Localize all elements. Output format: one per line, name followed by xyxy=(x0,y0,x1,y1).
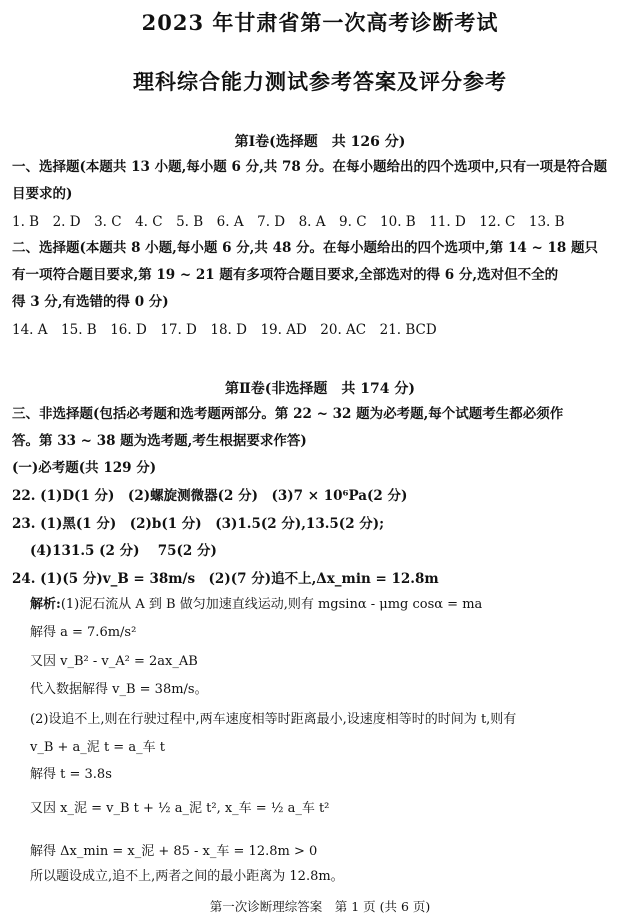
section1-instructions-line1: 一、选择题(本题共 13 小题,每小题 6 分,共 78 分。在每小题给出的四个选项中,只有一项是符合题 xyxy=(12,159,608,175)
answer-q22: 22. (1)D(1 分) (2)螺旋测微器(2 分) (3)7 × 10⁶Pa(2 分) xyxy=(12,488,408,504)
section2-instructions-line1: 二、选择题(本题共 8 小题,每小题 6 分,共 48 分。在每小题给出的四个选项中,第 14 ~ 18 题只 xyxy=(12,240,598,256)
section1-answers: 1. B 2. D 3. C 4. C 5. B 6. A 7. D 8. A 9. C 10. B 11. D 12. C 13. B xyxy=(12,214,565,230)
solution-label: 解析: xyxy=(30,597,61,612)
part1-heading: 第Ⅰ卷(选择题 共 126 分) xyxy=(234,134,406,150)
solution-step5: (2)设追不上,则在行驶过程中,两车速度相等时距离最小,设速度相等时的时间为 t,则有 xyxy=(30,712,517,727)
solution-step7: 解得 t = 3.8s xyxy=(30,767,112,782)
section1-instructions-line2: 目要求的) xyxy=(12,186,73,202)
section3-instructions-line2: 答。第 33 ~ 38 题为选考题,考生根据要求作答) xyxy=(12,433,307,449)
exam-title: 2023 年甘肃省第一次高考诊断考试 xyxy=(141,10,499,35)
section2-instructions-line3: 得 3 分,有选错的得 0 分) xyxy=(12,294,169,310)
solution-step2: 解得 a = 7.6m/s² xyxy=(30,625,137,640)
part2-heading: 第Ⅱ卷(非选择题 共 174 分) xyxy=(224,381,416,397)
solution-step10: 所以题设成立,追不上,两者之间的最小距离为 12.8m。 xyxy=(30,869,344,884)
section2-answers: 14. A 15. B 16. D 17. D 18. D 19. AD 20. AC 21. BCD xyxy=(12,322,437,338)
solution-step3: 又因 v_B² - v_A² = 2ax_AB xyxy=(30,654,198,669)
required-questions-heading: (一)必考题(共 129 分) xyxy=(12,460,157,476)
solution-step6: v_B + a_泥 t = a_车 t xyxy=(30,740,165,755)
section2-instructions-line2: 有一项符合题目要求,第 19 ~ 21 题有多项符合题目要求,全部选对的得 6 分,选对但不全的 xyxy=(12,267,559,283)
section3-instructions-line1: 三、非选择题(包括必考题和选考题两部分。第 22 ~ 32 题为必考题,每个试题考生都必须作 xyxy=(12,406,564,422)
answer-q23-line1: 23. (1)黑(1 分) (2)b(1 分) (3)1.5(2 分),13.5(2 分); xyxy=(12,516,385,532)
solution-step1 xyxy=(30,596,482,614)
solution-step9: 解得 Δx_min = x_泥 + 85 - x_车 = 12.8m > 0 xyxy=(30,844,318,859)
solution-step1-text: (1)泥石流从 A 到 B 做匀加速直线运动,则有 mgsinα - μmg cosα = ma xyxy=(60,597,483,612)
page-footer: 第一次诊断理综答案 第 1 页 (共 6 页) xyxy=(209,899,431,914)
solution-step8: 又因 x_泥 = v_B t + ½ a_泥 t², x_车 = ½ a_车 t² xyxy=(30,801,330,816)
exam-subtitle: 理科综合能力测试参考答案及评分参考 xyxy=(133,69,507,94)
answer-q24: 24. (1)(5 分)v_B = 38m/s (2)(7 分)追不上,Δx_min = 12.8m xyxy=(12,571,439,587)
answer-q23-line2: (4)131.5 (2 分) 75(2 分) xyxy=(30,543,217,559)
solution-step4: 代入数据解得 v_B = 38m/s。 xyxy=(30,682,208,697)
